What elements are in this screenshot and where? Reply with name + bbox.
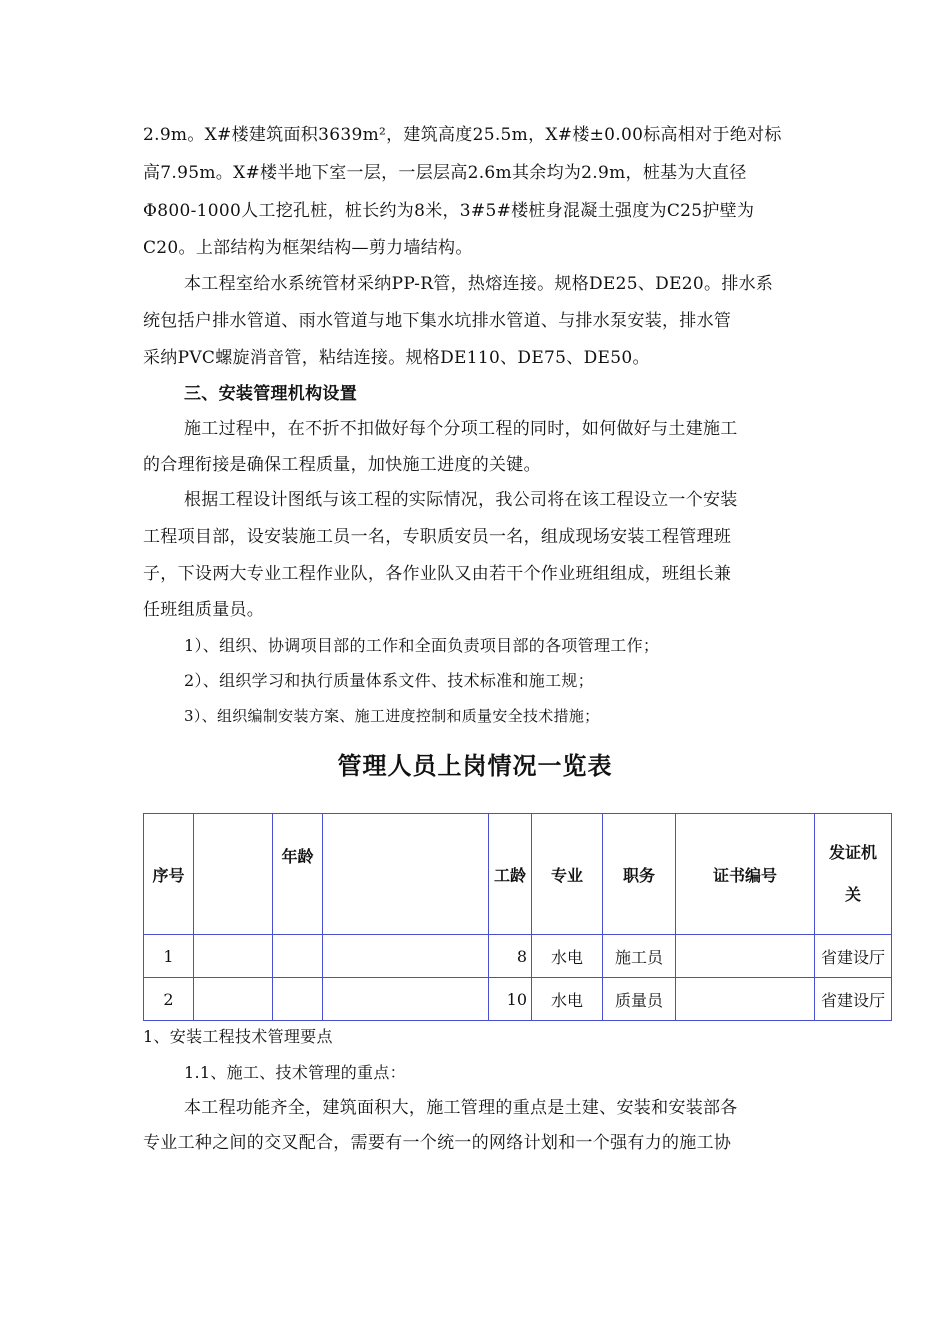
header-cell: 序号 — [144, 814, 194, 935]
table-header-row — [144, 814, 892, 935]
list-item: 1）、组织、协调项目部的工作和全面负责项目部的各项管理工作； — [184, 636, 660, 655]
header-cell: 年龄 — [273, 814, 323, 935]
table-cell: 8 — [489, 935, 532, 978]
table-cell — [194, 978, 273, 1021]
table-cell — [676, 978, 815, 1021]
staff-table — [143, 813, 892, 1021]
paragraph-line: 根据工程设计图纸与该工程的实际情况，我公司将在该工程设立一个安装 — [184, 490, 738, 510]
table-cell: 10 — [489, 978, 532, 1021]
table-cell: 水电 — [532, 935, 603, 978]
list-item: 3）、组织编制安装方案、施工进度控制和质量安全技术措施； — [184, 707, 600, 725]
header-cell: 职务 — [603, 814, 676, 935]
header-cell-line: 发证机 — [828, 843, 877, 862]
paragraph-line: 统包括户排水管道、雨水管道与地下集水坑排水管道、与排水泵安装，排水管 — [143, 311, 732, 331]
table-cell: 省建设厅 — [815, 935, 892, 978]
header-cell: 工龄 — [489, 814, 532, 935]
paragraph-line: 专业工种之间的交叉配合，需要有一个统一的网络计划和一个强有力的施工协 — [143, 1133, 732, 1153]
table-cell — [273, 978, 323, 1021]
paragraph-line: 的合理衔接是确保工程质量，加快施工进度的关键。 — [143, 455, 541, 475]
paragraph-line: 任班组质量员。 — [143, 600, 265, 620]
table-row — [144, 935, 892, 978]
header-cell: 证书编号 — [676, 814, 815, 935]
paragraph-line: 本工程功能齐全，建筑面积大，施工管理的重点是土建、安装和安装部各 — [184, 1098, 738, 1118]
header-cell — [194, 814, 273, 935]
table-cell — [676, 935, 815, 978]
table-title: 管理人员上岗情况一览表 — [337, 752, 613, 780]
paragraph-line: 采纳PVC螺旋消音管，粘结连接。规格DE110、DE75、DE50。 — [143, 348, 650, 368]
table-cell — [323, 935, 489, 978]
table-cell — [194, 935, 273, 978]
section-heading: 1、安装工程技术管理要点 — [143, 1027, 333, 1046]
paragraph-line: 施工过程中，在不折不扣做好每个分项工程的同时，如何做好与土建施工 — [184, 419, 738, 439]
header-cell-line: 关 — [844, 885, 861, 904]
table-cell: 质量员 — [603, 978, 676, 1021]
table-cell: 省建设厅 — [815, 978, 892, 1021]
paragraph-line: 工程项目部，设安装施工员一名，专职质安员一名，组成现场安装工程管理班 — [143, 527, 732, 547]
header-cell: 专业 — [532, 814, 603, 935]
table-cell — [323, 978, 489, 1021]
paragraph-line: 子，下设两大专业工程作业队，各作业队又由若干个作业班组组成，班组长兼 — [143, 564, 732, 584]
section-heading: 三、安装管理机构设置 — [184, 384, 357, 404]
paragraph-line: 本工程室给水系统管材采纳PP-R管，热熔连接。规格DE25、DE20。排水系 — [184, 274, 774, 294]
subsection-heading: 1.1、施工、技术管理的重点： — [184, 1063, 406, 1082]
paragraph-line: 2.9m。X#楼建筑面积3639m²，建筑高度25.5m，X#楼±0.00标高相对于绝对标 — [143, 125, 782, 145]
paragraph-line: 高7.95m。X#楼半地下室一层，一层层高2.6m其余均为2.9m，桩基为大直径 — [143, 163, 747, 183]
paragraph-line: Φ800-1000人工挖孔桩，桩长约为8米，3#5#楼桩身混凝土强度为C25护壁为 — [143, 201, 755, 221]
table-cell — [273, 935, 323, 978]
paragraph-line: C20。上部结构为框架结构—剪力墙结构。 — [143, 238, 473, 258]
table-cell: 2 — [144, 978, 194, 1021]
table-cell: 施工员 — [603, 935, 676, 978]
table-cell: 水电 — [532, 978, 603, 1021]
header-cell — [323, 814, 489, 935]
list-item: 2）、组织学习和执行质量体系文件、技术标准和施工规； — [184, 671, 594, 690]
table-row — [144, 978, 892, 1021]
header-cell — [815, 814, 892, 935]
table-cell: 1 — [144, 935, 194, 978]
